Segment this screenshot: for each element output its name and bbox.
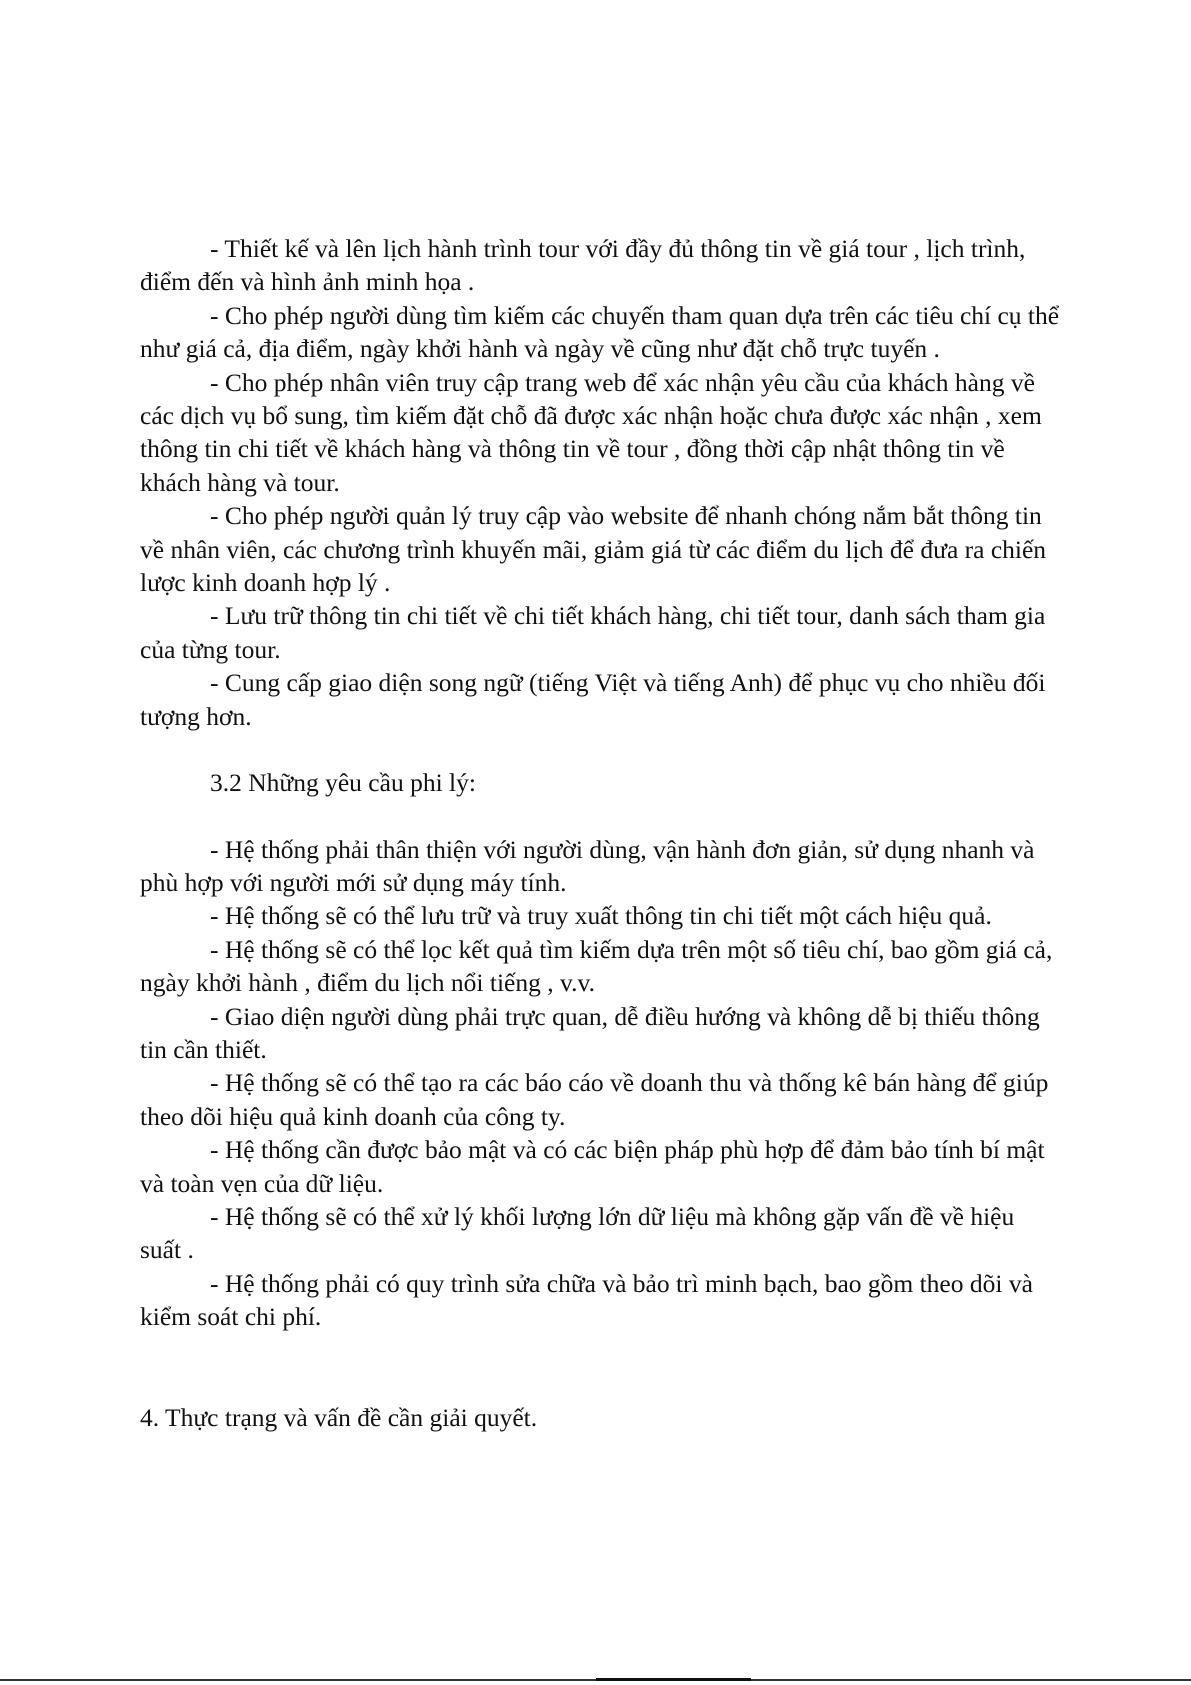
page-content bbox=[140, 232, 1060, 1434]
functional-requirement-6: - Cung cấp giao diện song ngữ (tiếng Việt và tiếng Anh) để phục vụ cho nhiều đối tượng hơn. bbox=[140, 668, 1046, 731]
page-bottom-rule-accent bbox=[596, 1678, 751, 1681]
nonfunctional-requirement-6: - Hệ thống cần được bảo mật và có các biện pháp phù hợp để đảm bảo tính bí mật và toàn vẹn của dữ liệu. bbox=[140, 1135, 1045, 1198]
spacer bbox=[140, 1334, 1060, 1401]
nonfunctional-requirement-8: - Hệ thống phải có quy trình sửa chữa và bảo trì minh bạch, bao gồm theo dõi và kiểm soát chi phí. bbox=[140, 1268, 1033, 1332]
functional-requirement-5: - Lưu trữ thông tin chi tiết về chi tiết khách hàng, chi tiết tour, danh sách tham gia của từng tour. bbox=[140, 601, 1046, 664]
spacer bbox=[140, 733, 1060, 766]
spacer bbox=[140, 800, 1060, 833]
section-heading: 4. Thực trạng và vấn đề cần giải quyết. bbox=[140, 1402, 538, 1432]
nonfunctional-requirement-1: - Hệ thống phải thân thiện với người dùng, vận hành đơn giản, sử dụng nhanh và phù hợp với người mới sử dụng máy tính. bbox=[140, 834, 1035, 897]
nonfunctional-requirement-2: - Hệ thống sẽ có thể lưu trữ và truy xuất thông tin chi tiết một cách hiệu quả. bbox=[210, 901, 992, 931]
nonfunctional-requirement-4: - Giao diện người dùng phải trực quan, dễ điều hướng và không dễ bị thiếu thông tin cần thiết. bbox=[140, 1001, 1040, 1064]
subsection-heading: 3.2 Những yêu cầu phi lý: bbox=[210, 768, 476, 798]
functional-requirement-4: - Cho phép người quản lý truy cập vào website để nhanh chóng nắm bắt thông tin về nhân viên, các chương trình khuyến mãi, giảm giá từ các điểm du lịch để đưa ra chiến lược kinh doanh hợp lý . bbox=[140, 501, 1047, 598]
nonfunctional-requirement-5: - Hệ thống sẽ có thể tạo ra các báo cáo về doanh thu và thống kê bán hàng để giúp theo dõi hiệu quả kinh doanh của công ty. bbox=[140, 1068, 1049, 1131]
functional-requirement-1: - Thiết kế và lên lịch hành trình tour với đầy đủ thông tin về giá tour , lịch trình, điểm đến và hình ảnh minh họa . bbox=[140, 234, 1026, 297]
nonfunctional-requirement-3: - Hệ thống sẽ có thể lọc kết quả tìm kiếm dựa trên một số tiêu chí, bao gồm giá cả, ngày khởi hành , điểm du lịch nổi tiếng , v.v. bbox=[140, 934, 1053, 998]
functional-requirement-3: - Cho phép nhân viên truy cập trang web để xác nhận yêu cầu của khách hàng về các dịch vụ bổ sung, tìm kiếm đặt chỗ đã được xác nhận hoặc chưa được xác nhận , xem thông tin chi tiết về khách hàng và thông tin về tour , đồng thời cập nhật thông tin về khách hàng và tour. bbox=[140, 367, 1042, 497]
functional-requirement-2: - Cho phép người dùng tìm kiếm các chuyến tham quan dựa trên các tiêu chí cụ thể như giá cả, địa điểm, ngày khởi hành và ngày về cũng như đặt chỗ trực tuyến . bbox=[140, 300, 1060, 364]
nonfunctional-requirement-7: - Hệ thống sẽ có thể xử lý khối lượng lớn dữ liệu mà không gặp vấn đề về hiệu suất . bbox=[140, 1201, 1015, 1265]
